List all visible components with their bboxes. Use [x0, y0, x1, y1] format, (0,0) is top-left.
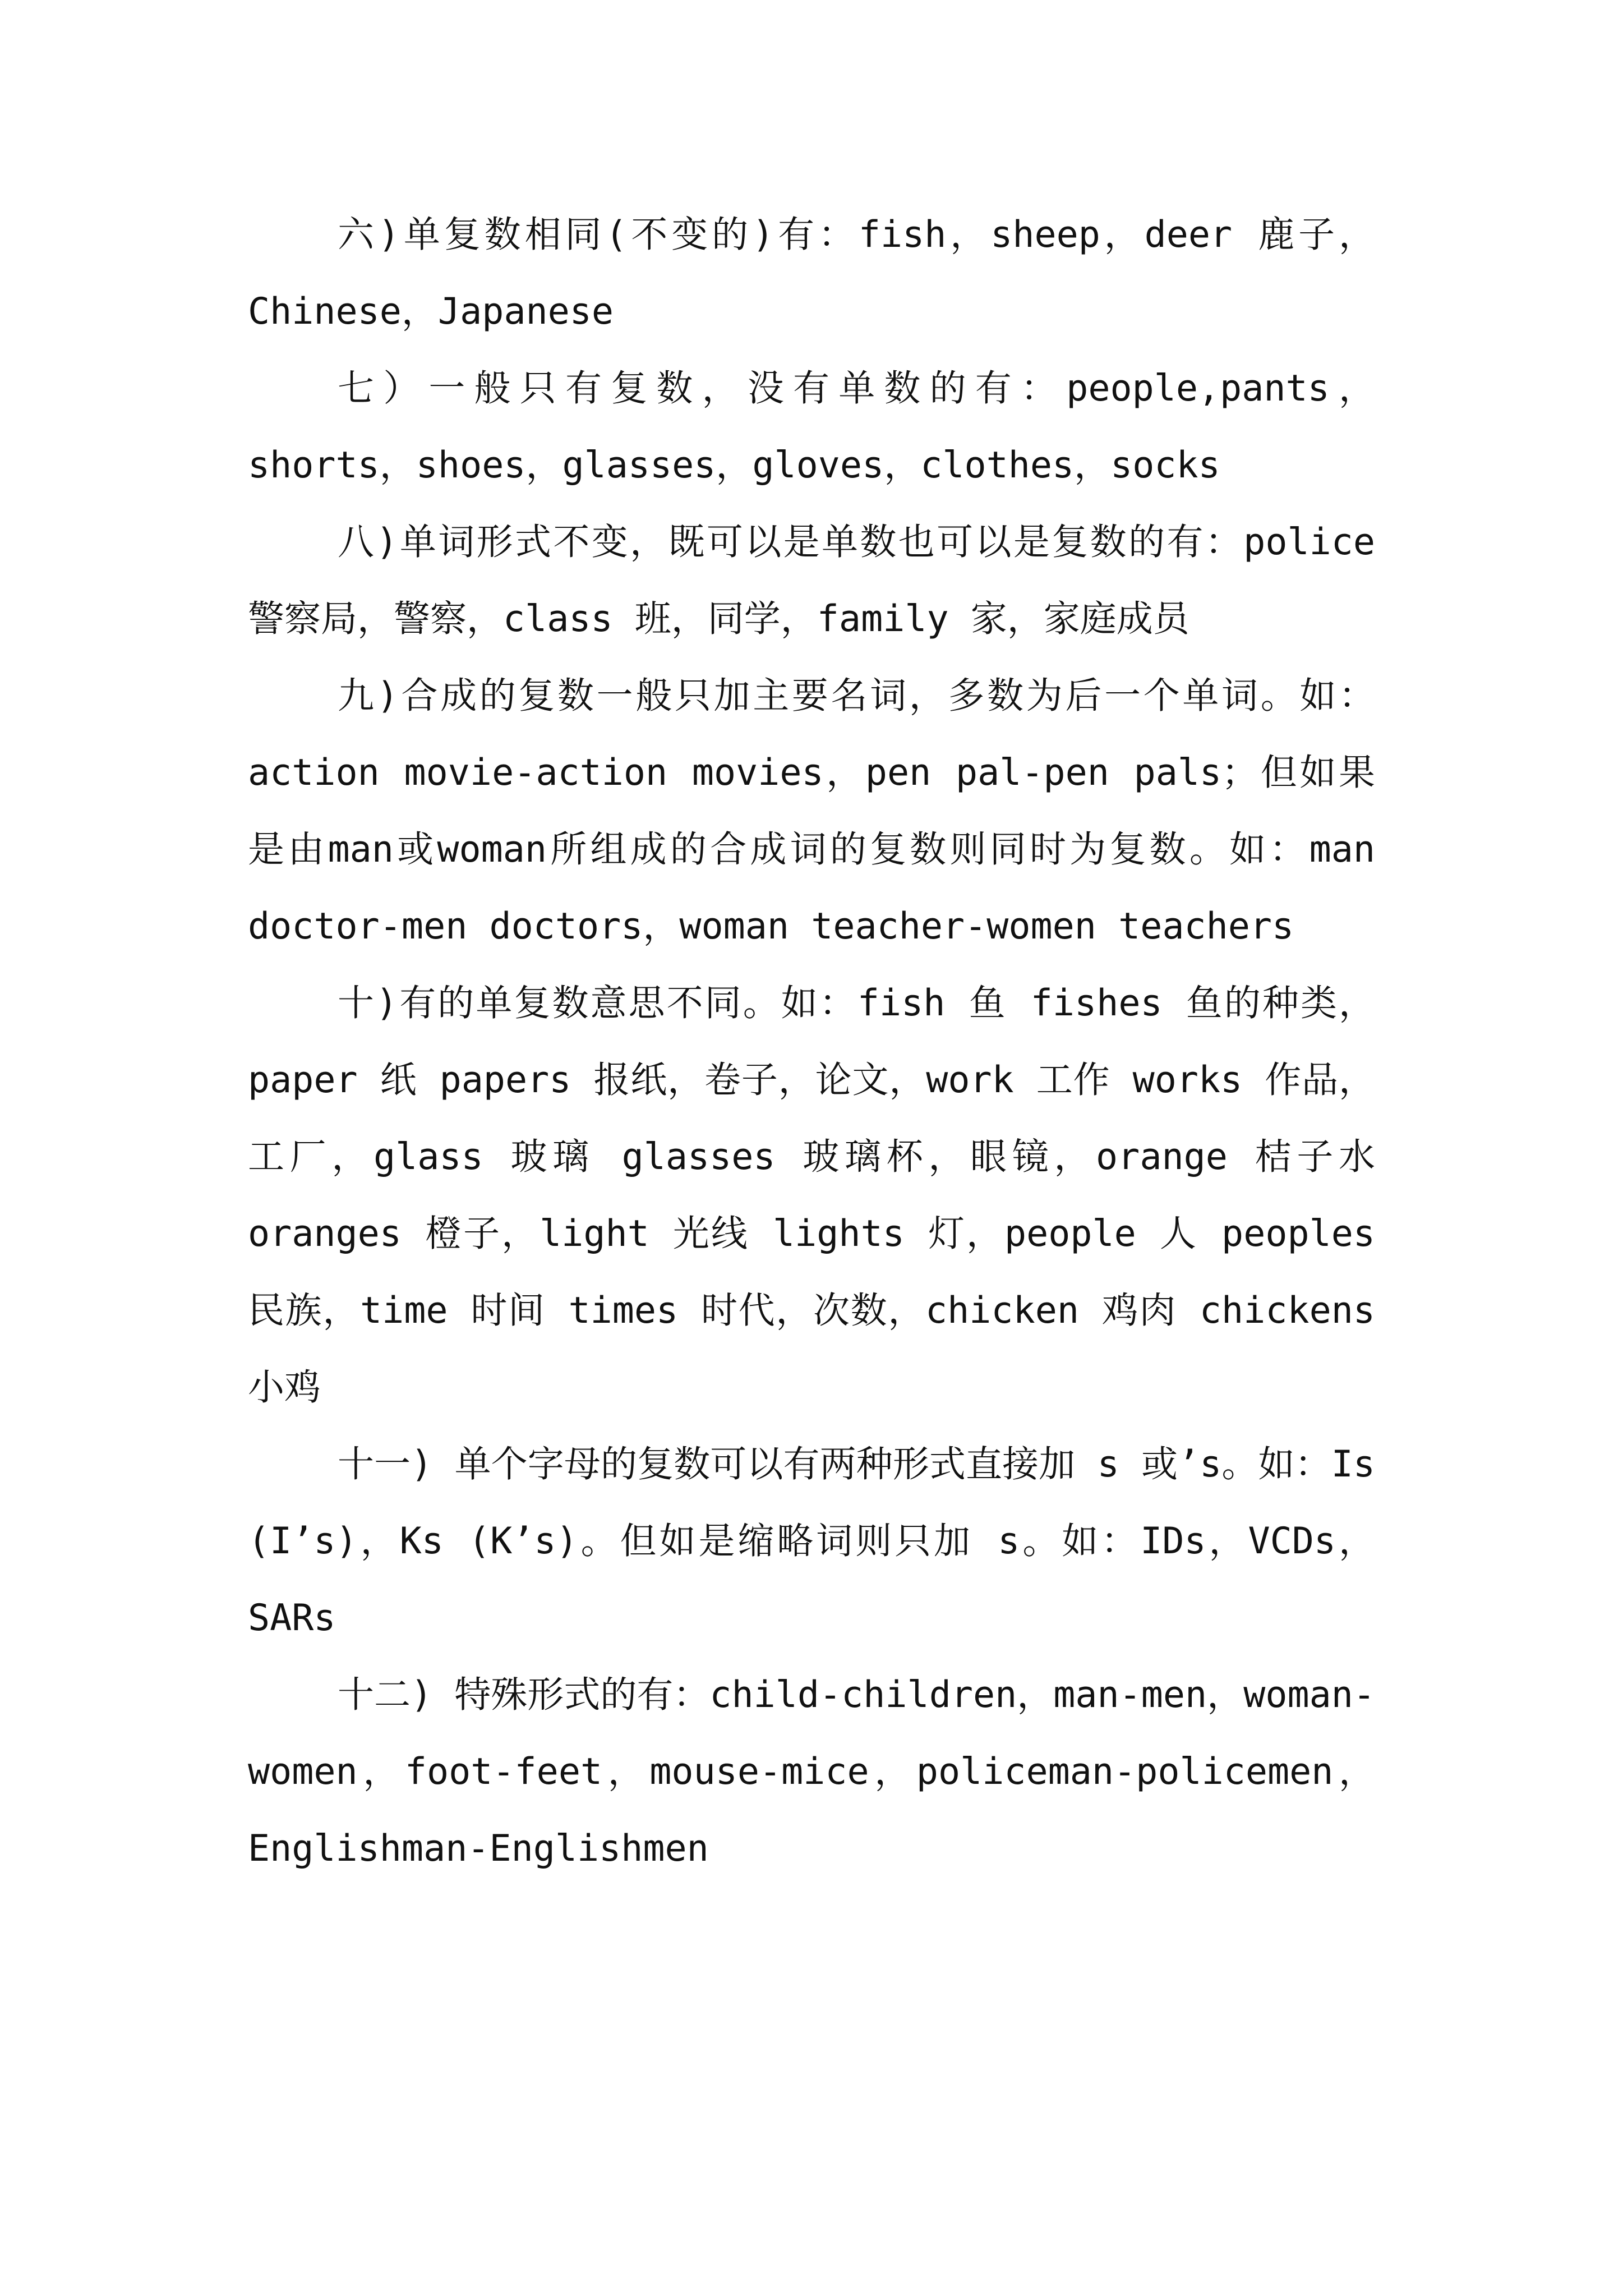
- paragraph-8: 八)单词形式不变，既可以是单数也可以是复数的有：police 警察局，警察，class 班，同学，family 家，家庭成员: [248, 521, 1375, 640]
- paragraph-12: 十二) 特殊形式的有：child-children，man-men，woman-women，foot-feet，mouse-mice，policeman-policemen，Englishman-Englishmen: [248, 1674, 1375, 1870]
- paragraph-11: 十一) 单个字母的复数可以有两种形式直接加 s 或’s。如：Is (I’s)，Ks (K’s)。但如是缩略词则只加 s。如：IDs，VCDs，SARs: [248, 1443, 1375, 1639]
- paragraph-7: 七）一般只有复数，没有单数的有：people,pants，shorts，shoes，glasses，gloves，clothes，socks: [248, 367, 1375, 486]
- paragraph-6: 六)单复数相同(不变的)有：fish，sheep，deer 鹿子，Chinese，Japanese: [248, 214, 1375, 333]
- paragraph-9: 九)合成的复数一般只加主要名词，多数为后一个单词。如：action movie-action movies，pen pal-pen pals；但如果是由man或woman所组成的合成词的复数则同时为复数。如：man doctor-men doctors，woman teacher-women teachers: [248, 675, 1375, 947]
- document-body: [248, 196, 1375, 1887]
- paragraph-10: 十)有的单复数意思不同。如：fish 鱼 fishes 鱼的种类，paper 纸 papers 报纸，卷子，论文，work 工作 works 作品，工厂，glass 玻璃 glasses 玻璃杯，眼镜，orange 桔子水 oranges 橙子，light 光线 lights 灯，people 人 peoples 民族，time 时间 times 时代，次数，chicken 鸡肉 chickens 小鸡: [248, 982, 1375, 1409]
